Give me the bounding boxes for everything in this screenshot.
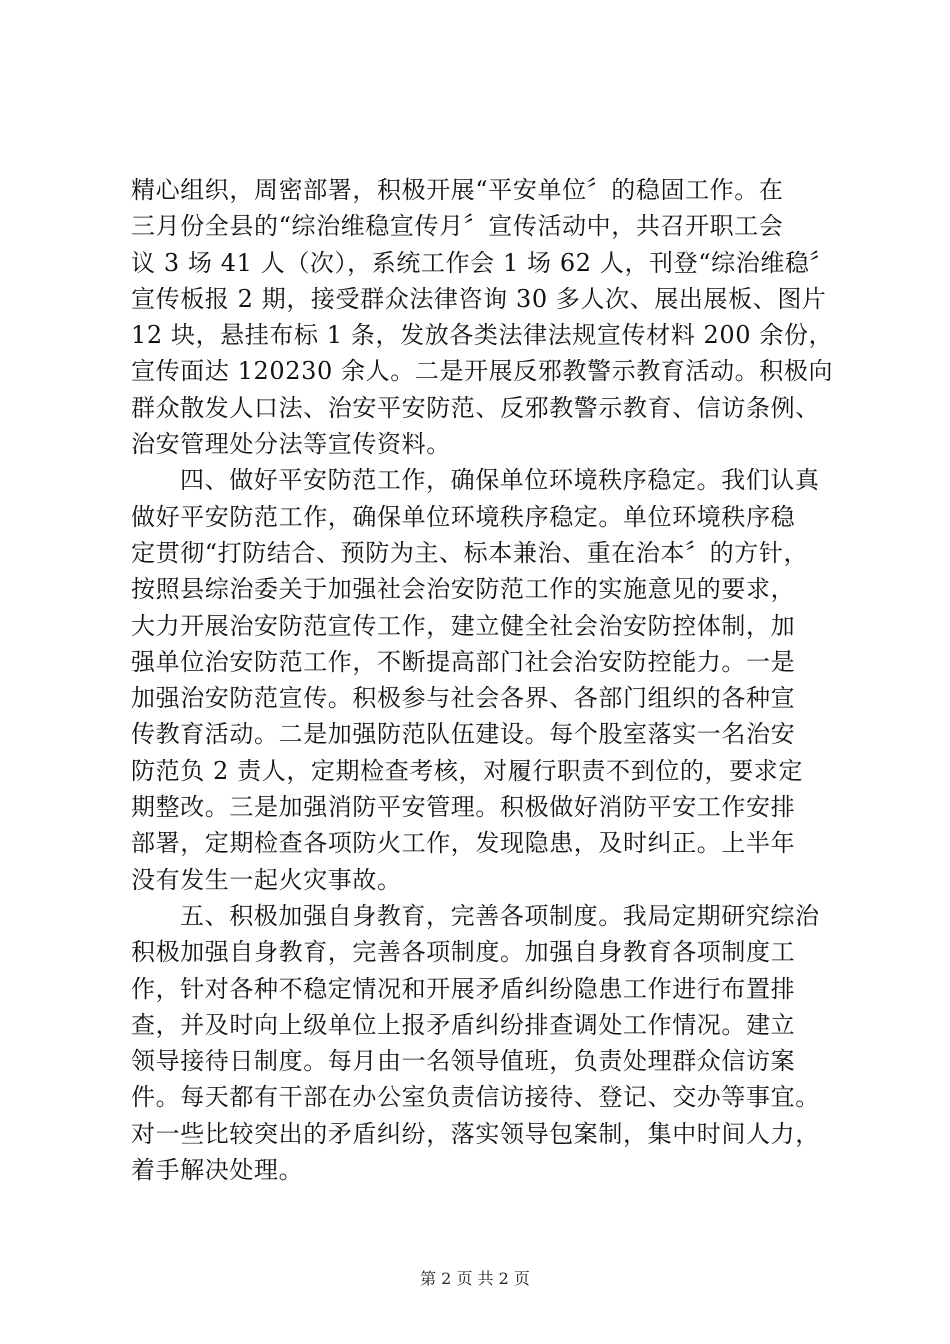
text-line: 宣传板报 2 期，接受群众法律咨询 30 多人次、展出展板、图片 bbox=[131, 284, 827, 313]
text-line: 加强治安防范宣传。积极参与社会各界、各部门组织的各种宣 bbox=[131, 684, 796, 713]
text-line: 大力开展治安防范宣传工作，建立健全社会治安防控体制，加 bbox=[131, 611, 796, 640]
text-line: 强单位治安防范工作，不断提高部门社会治安防控能力。一是 bbox=[131, 647, 796, 676]
text-line: 着手解决处理。 bbox=[131, 1156, 304, 1185]
text-line: 定贯彻“打防结合、预防为主、标本兼治、重在治本〞的方针， bbox=[131, 538, 809, 567]
body-text bbox=[131, 172, 835, 1188]
paragraph-first-line: 五、积极加强自身教育，完善各项制度。我局定期研究综治 bbox=[180, 901, 820, 930]
text-line: 宣传面达 120230 余人。二是开展反邪教警示教育活动。积极向 bbox=[131, 357, 834, 386]
text-line: 对一些比较突出的矛盾纠纷，落实领导包案制，集中时间人力， bbox=[131, 1119, 820, 1148]
text-line: 群众散发人口法、治安平安防范、反邪教警示教育、信访条例、 bbox=[131, 393, 820, 422]
text-line: 没有发生一起火灾事故。 bbox=[131, 865, 402, 894]
text-line: 议 3 场 41 人（次），系统工作会 1 场 62 人，刊登“综治维稳〞 bbox=[131, 248, 835, 277]
text-line: 件。每天都有干部在办公室负责信访接待、登记、交办等事宜。 bbox=[131, 1083, 820, 1112]
text-line: 精心组织，周密部署，积极开展“平安单位〞的稳固工作。在 bbox=[131, 176, 784, 204]
text-line: 三月份全县的“综治维稳宣传月〞宣传活动中，共召开职工会 bbox=[131, 212, 784, 241]
text-line: 期整改。三是加强消防平安管理。积极做好消防平安工作安排 bbox=[131, 793, 796, 822]
text-line: 防范负 2 责人，定期检查考核，对履行职责不到位的，要求定 bbox=[131, 756, 803, 785]
text-line: 部署，定期检查各项防火工作，发现隐患，及时纠正。上半年 bbox=[131, 829, 796, 858]
text-line: 做好平安防范工作，确保单位环境秩序稳定。单位环境秩序稳 bbox=[131, 502, 796, 531]
paragraph-first-line: 四、做好平安防范工作，确保单位环境秩序稳定。我们认真 bbox=[180, 466, 820, 495]
text-line: 作，针对各种不稳定情况和开展矛盾纠纷隐患工作进行布置排 bbox=[131, 974, 796, 1003]
text-line: 领导接待日制度。每月由一名领导值班，负责处理群众信访案 bbox=[131, 1047, 796, 1076]
text-line: 查，并及时向上级单位上报矛盾纠纷排查调处工作情况。建立 bbox=[131, 1010, 796, 1039]
text-line: 按照县综治委关于加强社会治安防范工作的实施意见的要求， bbox=[131, 575, 796, 604]
page-footer: 第 2 页 共 2 页 bbox=[420, 1269, 530, 1288]
text-line: 积极加强自身教育，完善各项制度。加强自身教育各项制度工 bbox=[131, 938, 796, 967]
text-line: 治安管理处分法等宣传资料。 bbox=[131, 430, 451, 459]
text-line: 传教育活动。二是加强防范队伍建设。每个股室落实一名治安 bbox=[131, 720, 796, 749]
text-line: 12 块，悬挂布标 1 条，发放各类法律法规宣传材料 200 余份， bbox=[131, 321, 834, 350]
